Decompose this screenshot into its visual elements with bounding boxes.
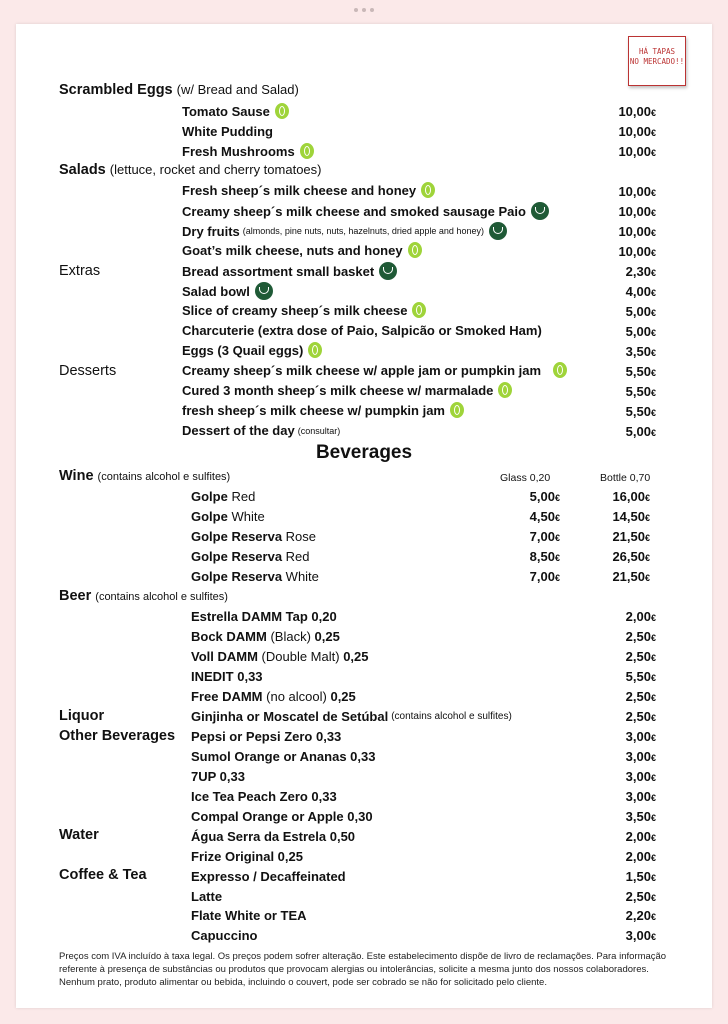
menu-item: Bock DAMM (Black) 0,25	[191, 629, 340, 644]
menu-item: Voll DAMM (Double Malt) 0,25	[191, 649, 369, 664]
page-menu-dots[interactable]	[354, 8, 374, 12]
item-price: 10,00€	[618, 144, 656, 159]
menu-item	[182, 362, 567, 378]
glass-price: 4,50€	[529, 509, 560, 524]
menu-item: Golpe Red	[191, 489, 256, 504]
logo-line-1: HÁ TAPAS	[638, 47, 676, 56]
section-other-beverages	[59, 728, 175, 744]
item-name: fresh sheep´s milk cheese w/ pumpkin jam	[182, 402, 445, 418]
section-title: Desserts	[59, 363, 117, 379]
item-price: 10,00€	[618, 124, 656, 139]
section-note: (w/ Bread and Salad)	[176, 82, 299, 97]
vegetarian-icon	[498, 382, 512, 398]
menu-item	[182, 423, 340, 438]
vegetarian-icon	[553, 362, 567, 378]
item-price: 3,00€	[625, 928, 656, 943]
item-name: White Pudding	[182, 124, 273, 139]
vegetarian-icon	[300, 143, 314, 159]
menu-item	[182, 222, 507, 240]
item-price: 5,50€	[625, 404, 656, 419]
menu-page	[16, 24, 712, 1008]
vegetarian-icon	[412, 302, 426, 318]
menu-item	[182, 124, 273, 139]
section-title: Scrambled Eggs	[59, 82, 173, 98]
item-name: Slice of creamy sheep´s milk cheese	[182, 302, 408, 318]
section-title: Salads	[59, 162, 106, 178]
menu-item	[182, 402, 464, 418]
item-price: 2,50€	[625, 629, 656, 644]
item-price: 5,00€	[625, 324, 656, 339]
item-price: 5,50€	[625, 364, 656, 379]
section-title: Other Beverages	[59, 728, 176, 744]
item-name: Fresh Mushrooms	[182, 143, 295, 159]
gluten-free-icon	[531, 202, 549, 220]
glass-price: 7,00€	[529, 529, 560, 544]
section-coffee-tea	[59, 867, 147, 883]
menu-item	[182, 262, 397, 280]
item-price: 3,00€	[625, 729, 656, 744]
menu-item: Flate White or TEA	[191, 908, 307, 923]
item-name: Salad bowl	[182, 283, 250, 299]
gluten-free-icon	[379, 262, 397, 280]
section-wine	[59, 468, 230, 484]
vegetarian-icon	[275, 103, 289, 119]
legal-footer: Preços com IVA incluído à taxa legal. Os preços podem sofrer alteração. Este estabelecimento dispõe de livro de reclamações. Para informação referente à presença de substâncias ou produtos que provocam alergias ou intolerâncias, solicite a mesma junto dos nossos colaboradores. Nenhum prato, produto alimentar ou bebida, incluindo o couvert, pode ser cobrado se não for solicitado pelo cliente.	[59, 951, 667, 988]
item-price: 10,00€	[618, 244, 656, 259]
menu-item: Golpe Reserva White	[191, 569, 319, 584]
item-price: 10,00€	[618, 104, 656, 119]
menu-item	[182, 323, 542, 338]
menu-item: Golpe Reserva Red	[191, 549, 310, 564]
menu-item	[182, 143, 314, 159]
item-name: Charcuterie (extra dose of Paio, Salpicão or Smoked Ham)	[182, 323, 542, 338]
menu-item: Capuccino	[191, 928, 258, 943]
section-title: Water	[59, 827, 99, 843]
menu-item: Sumol Orange or Ananas 0,33	[191, 749, 376, 764]
item-price: 2,00€	[625, 609, 656, 624]
item-name: Creamy sheep´s milk cheese w/ apple jam or pumpkin jam	[182, 362, 542, 378]
item-detail: (almonds, pine nuts, nuts, hazelnuts, dried apple and honey)	[242, 226, 484, 236]
item-price: 2,30€	[625, 264, 656, 279]
item-price: 5,50€	[625, 669, 656, 684]
section-title: Wine	[59, 468, 94, 484]
item-price: 1,50€	[625, 869, 656, 884]
item-detail: (contains alcohol e sulfites)	[391, 711, 512, 722]
section-note: (lettuce, rocket and cherry tomatoes)	[109, 162, 322, 177]
menu-item: Ginjinha or Moscatel de Setúbal (contains alcohol e sulfites)	[191, 709, 512, 724]
menu-item	[182, 103, 289, 119]
item-name: Bread assortment small basket	[182, 263, 375, 279]
glass-price: 5,00€	[529, 489, 560, 504]
item-price: 3,50€	[625, 809, 656, 824]
item-name: Fresh sheep´s milk cheese and honey	[182, 182, 417, 198]
item-price: 5,00€	[625, 424, 656, 439]
menu-item	[182, 182, 435, 198]
vegetarian-icon	[308, 342, 322, 358]
menu-item: Free DAMM (no alcool) 0,25	[191, 689, 356, 704]
menu-item	[182, 342, 322, 358]
menu-item: Pepsi or Pepsi Zero 0,33	[191, 729, 342, 744]
section-desserts	[59, 363, 116, 379]
menu-item: Água Serra da Estrela 0,50	[191, 829, 356, 844]
menu-item: Golpe White	[191, 509, 265, 524]
item-price: 10,00€	[618, 184, 656, 199]
item-name: Cured 3 month sheep´s milk cheese w/ marmalade	[182, 382, 494, 398]
menu-item: 7UP 0,33	[191, 769, 245, 784]
menu-item: Expresso / Decaffeinated	[191, 869, 346, 884]
menu-item: Frize Original 0,25	[191, 849, 303, 864]
item-price: 2,50€	[625, 709, 656, 724]
bottle-price: 14,50€	[612, 509, 650, 524]
item-name: Goat’s milk cheese, nuts and honey	[182, 242, 403, 258]
restaurant-logo	[628, 36, 686, 86]
section-title: Beer	[59, 588, 92, 604]
menu-item	[182, 382, 512, 398]
bottle-price: 21,50€	[612, 569, 650, 584]
item-price: 2,50€	[625, 889, 656, 904]
section-beer	[59, 588, 228, 604]
item-price: 2,00€	[625, 829, 656, 844]
item-price: 5,00€	[625, 304, 656, 319]
glass-price: 7,00€	[529, 569, 560, 584]
menu-item: Compal Orange or Apple 0,30	[191, 809, 373, 824]
menu-item: Golpe Reserva Rose	[191, 529, 317, 544]
item-price: 10,00€	[618, 224, 656, 239]
item-price: 3,50€	[625, 344, 656, 359]
item-price: 2,00€	[625, 849, 656, 864]
section-title: Coffee & Tea	[59, 867, 147, 883]
item-name: Dessert of the day	[182, 423, 295, 438]
item-price: 3,00€	[625, 769, 656, 784]
bottle-price: 16,00€	[612, 489, 650, 504]
item-name: Creamy sheep´s milk cheese and smoked sausage Paio	[182, 203, 526, 219]
vegetarian-icon	[450, 402, 464, 418]
bottle-price: 26,50€	[612, 549, 650, 564]
section-liquor	[59, 708, 104, 724]
menu-item	[182, 202, 549, 220]
section-note: (contains alcohol e sulfites)	[97, 471, 231, 483]
item-price: 5,50€	[625, 384, 656, 399]
item-price: 3,00€	[625, 749, 656, 764]
section-extras	[59, 263, 100, 279]
glass-column-header: Glass 0,20	[500, 472, 551, 484]
menu-item: Estrella DAMM Tap 0,20	[191, 609, 337, 624]
vegetarian-icon	[421, 182, 435, 198]
section-water	[59, 827, 99, 843]
section-title: Extras	[59, 263, 101, 279]
item-price: 4,00€	[625, 284, 656, 299]
menu-item: Ice Tea Peach Zero 0,33	[191, 789, 337, 804]
item-price: 2,50€	[625, 649, 656, 664]
gluten-free-icon	[255, 282, 273, 300]
item-name: Tomato Sause	[182, 103, 270, 119]
menu-item	[182, 302, 426, 318]
gluten-free-icon	[489, 222, 507, 240]
beverages-heading: Beverages	[315, 442, 413, 463]
item-name: Eggs (3 Quail eggs)	[182, 342, 304, 358]
section-scrambled-eggs	[59, 82, 299, 98]
section-salads	[59, 162, 321, 178]
item-price: 2,50€	[625, 689, 656, 704]
menu-item: INEDIT 0,33	[191, 669, 263, 684]
vegetarian-icon	[408, 242, 422, 258]
menu-item	[182, 282, 273, 300]
item-price: 2,20€	[625, 908, 656, 923]
section-title: Liquor	[59, 708, 105, 724]
glass-price: 8,50€	[529, 549, 560, 564]
item-name: Dry fruits	[182, 223, 240, 239]
menu-item: Latte	[191, 889, 223, 904]
section-note: (contains alcohol e sulfites)	[95, 591, 228, 603]
logo-line-2: NO MERCADO!!	[629, 57, 685, 66]
menu-item	[182, 242, 422, 258]
item-price: 3,00€	[625, 789, 656, 804]
item-detail: (consultar)	[297, 425, 341, 436]
item-price: 10,00€	[618, 204, 656, 219]
bottle-price: 21,50€	[612, 529, 650, 544]
bottle-column-header: Bottle 0,70	[600, 472, 651, 484]
